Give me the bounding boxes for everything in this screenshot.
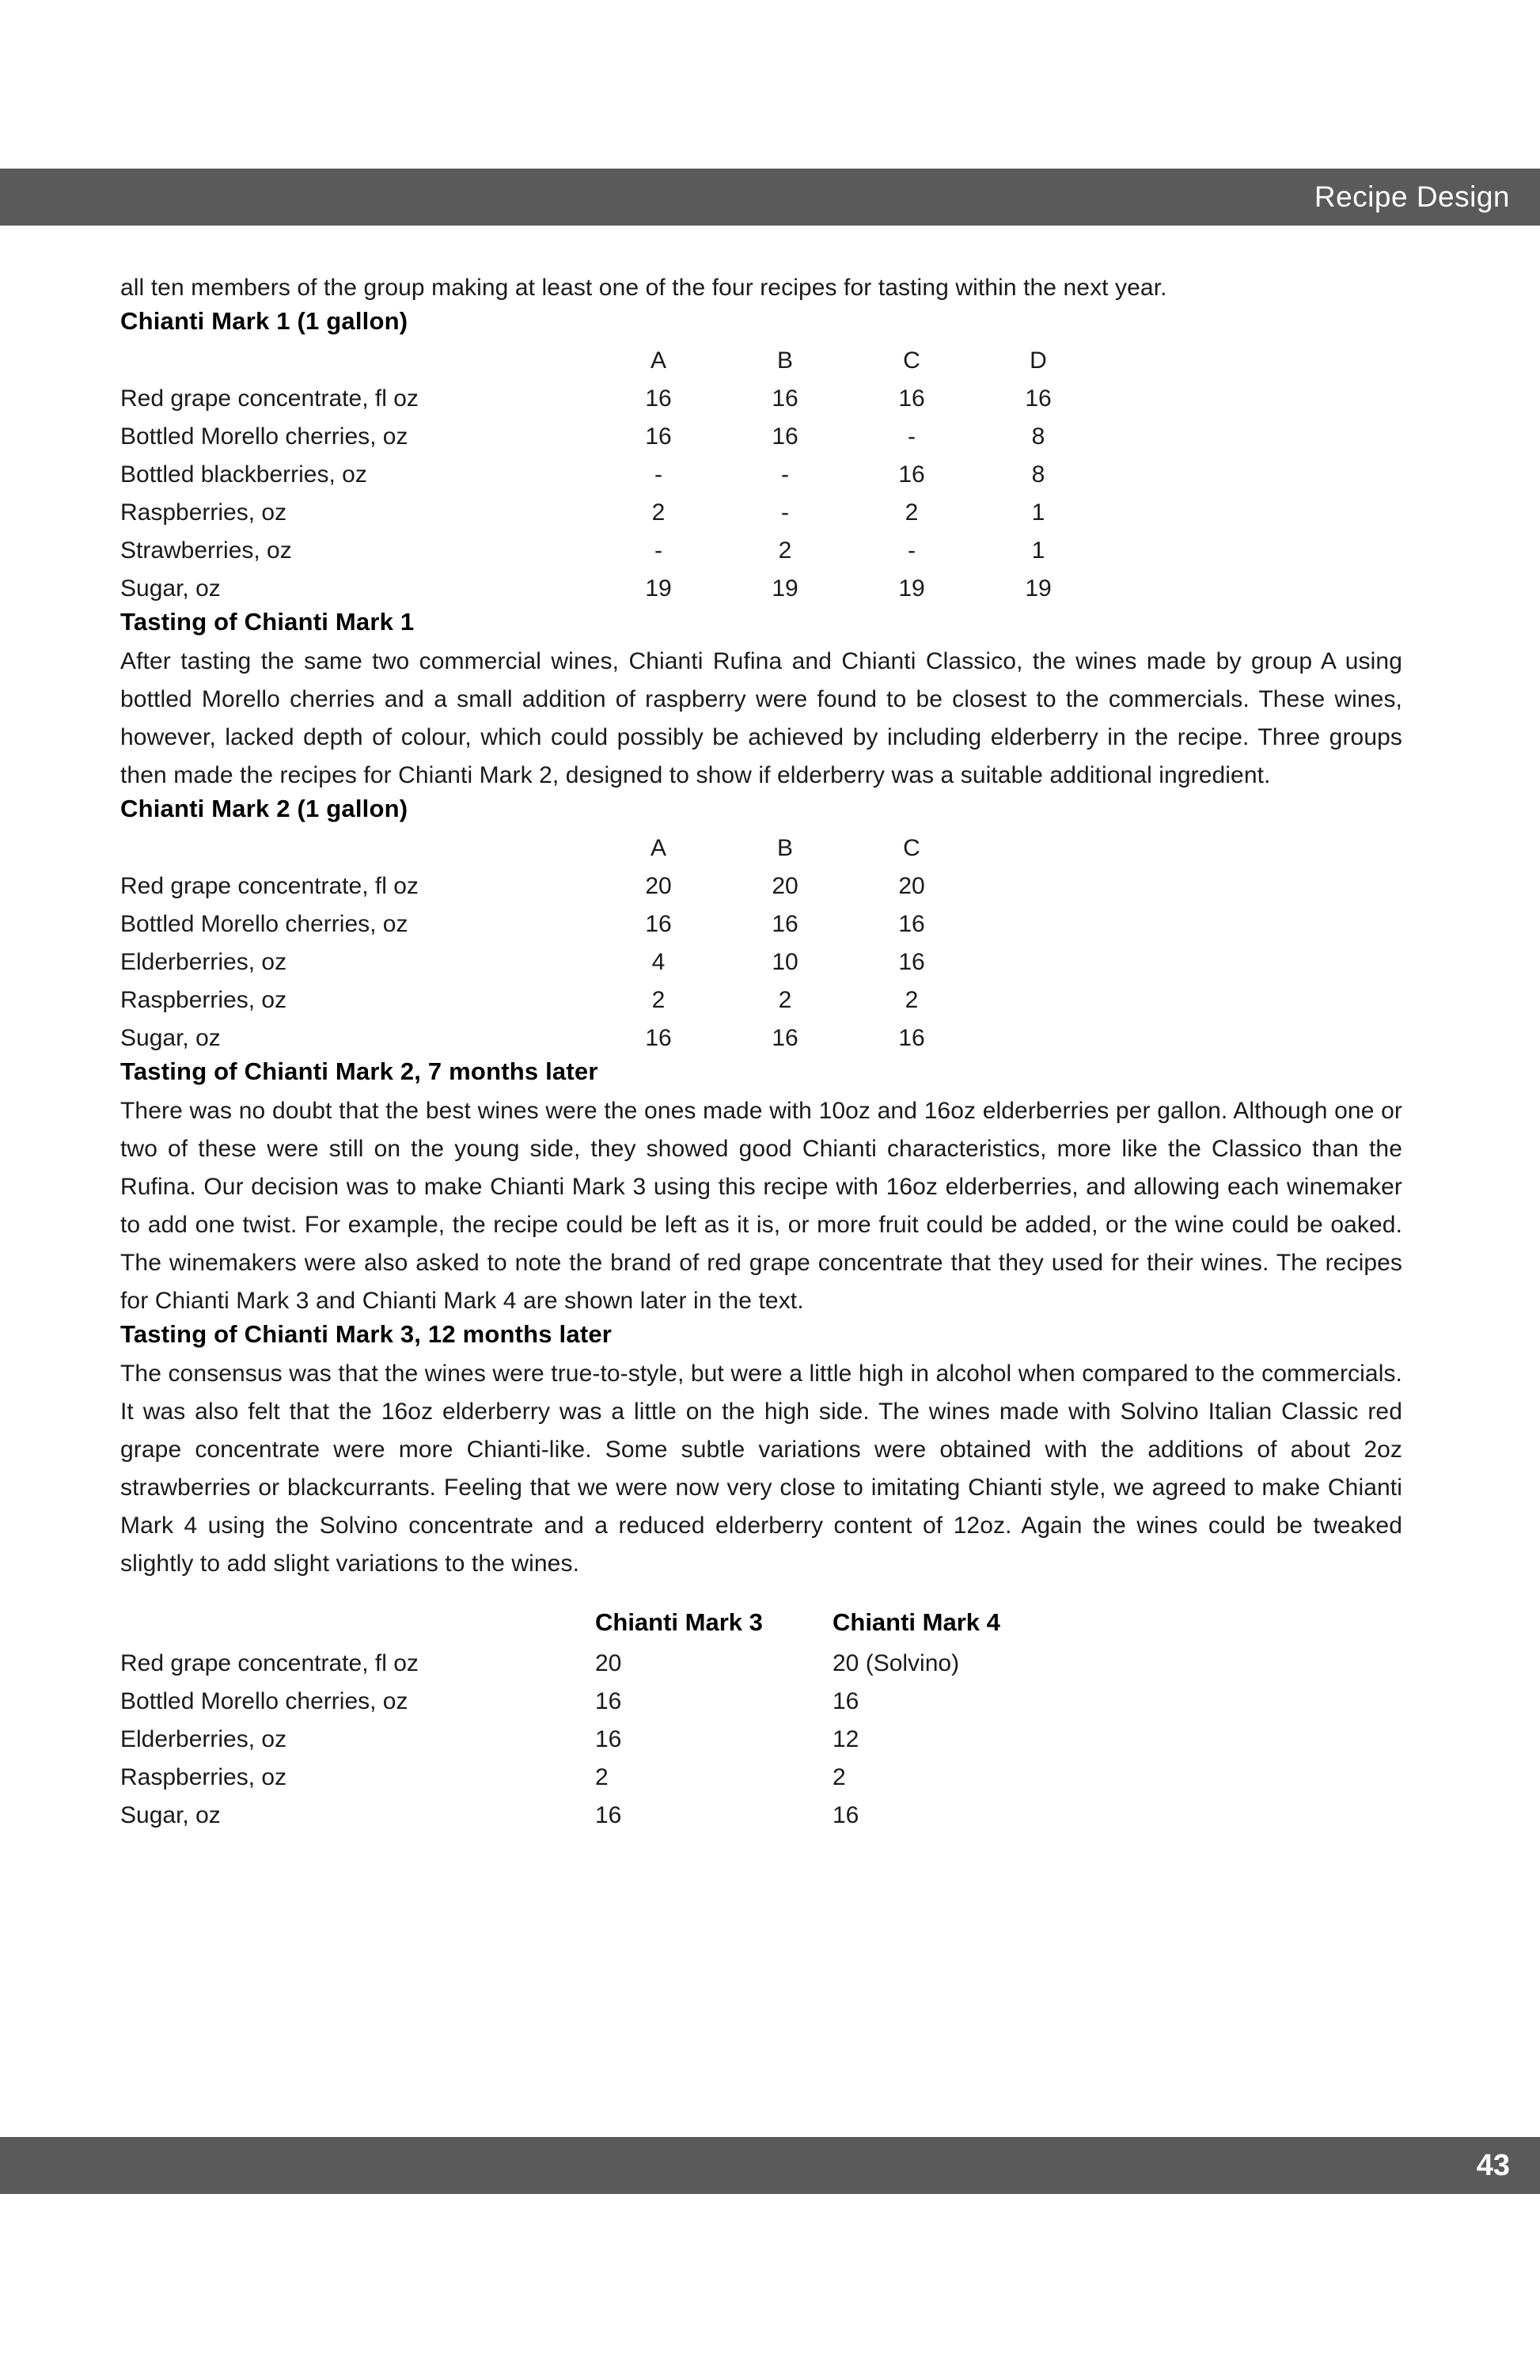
ingredient-label: Bottled Morello cherries, oz xyxy=(120,1688,408,1714)
value-cell: 16 xyxy=(772,423,798,450)
value-cell: 12 xyxy=(833,1726,859,1752)
value-cell: 20 xyxy=(772,873,798,899)
value-cell: 16 xyxy=(833,1688,859,1714)
table-row xyxy=(120,532,1102,570)
value-cell: 4 xyxy=(651,949,666,975)
table-row xyxy=(120,1721,1070,1759)
value-cell: 19 xyxy=(645,575,672,602)
intro-paragraph: all ten members of the group making at least one of the four recipes for tasting within the next year. xyxy=(120,275,1167,301)
ingredient-label: Sugar, oz xyxy=(120,575,221,602)
value-cell: 16 xyxy=(898,385,925,412)
value-cell: - xyxy=(781,499,789,526)
value-cell: 16 xyxy=(772,385,798,412)
value-cell: 10 xyxy=(772,949,798,975)
column-header-mark-4: Chianti Mark 4 xyxy=(833,1608,1000,1636)
column-header-d: D xyxy=(1030,347,1047,374)
value-cell: 16 xyxy=(595,1688,622,1714)
value-cell: 16 xyxy=(772,1025,798,1051)
table-row xyxy=(120,981,975,1019)
page-content xyxy=(120,269,1402,1835)
value-cell: 16 xyxy=(833,1802,859,1828)
value-cell: 20 xyxy=(898,873,925,899)
value-cell: 2 xyxy=(651,987,666,1013)
ingredient-label: Raspberries, oz xyxy=(120,987,287,1013)
tasting-mark-1-heading: Tasting of Chianti Mark 1 xyxy=(120,608,415,636)
ingredient-label: Raspberries, oz xyxy=(120,499,287,526)
ingredient-label: Sugar, oz xyxy=(120,1802,221,1828)
ingredient-label: Raspberries, oz xyxy=(120,1764,287,1790)
table-row xyxy=(120,1683,1070,1721)
ingredient-label: Red grape concentrate, fl oz xyxy=(120,873,419,899)
value-cell: 16 xyxy=(645,385,672,412)
value-cell: 20 xyxy=(645,873,672,899)
value-cell: - xyxy=(654,537,662,564)
value-cell: 2 xyxy=(905,987,919,1013)
ingredient-label: Bottled Morello cherries, oz xyxy=(120,423,408,450)
value-cell: 16 xyxy=(645,423,672,450)
table-row xyxy=(120,867,975,905)
value-cell: 16 xyxy=(898,461,925,488)
value-cell: 16 xyxy=(898,911,925,937)
value-cell: 19 xyxy=(898,575,925,602)
page-number: 43 xyxy=(1476,2148,1510,2182)
value-cell: 2 xyxy=(595,1764,609,1790)
table-row xyxy=(120,1645,1070,1683)
column-header-c: C xyxy=(903,835,920,861)
column-header-b: B xyxy=(776,347,793,374)
header-title: Recipe Design xyxy=(1314,180,1510,213)
value-cell: - xyxy=(908,423,916,450)
ingredient-label: Bottled blackberries, oz xyxy=(120,461,367,488)
table-header-row xyxy=(120,1604,1070,1645)
value-cell: 2 xyxy=(778,987,792,1013)
tasting-mark-3-paragraph: The consensus was that the wines were true-to-style, but were a little high in alcohol when compared to the commercials. It was also felt that the 16oz elderberry was a little on the high side. The wines made with Solvino Italian Classic red grape concentrate were more Chianti-like. Some subtle variations were obtained with the additions of about 2oz strawberries or blackcurrants. Feeling that we were now very close to imitating Chianti style, we agreed to make Chianti Mark 4 using the Solvino concentrate and a reduced elderberry content of 12oz. Again the wines could be tweaked slightly to add slight variations to the wines. xyxy=(120,1361,1402,1577)
table-row xyxy=(120,418,1102,456)
chianti-mark-3-4-table xyxy=(120,1604,1070,1835)
value-cell: 20 xyxy=(595,1650,622,1676)
table-row xyxy=(120,1797,1070,1835)
table-row xyxy=(120,1019,975,1057)
ingredient-label: Red grape concentrate, fl oz xyxy=(120,385,419,412)
page-footer-bar xyxy=(0,2137,1540,2194)
chianti-mark-2-table xyxy=(120,829,975,1057)
spacer xyxy=(120,1583,1402,1604)
chianti-mark-1-heading: Chianti Mark 1 (1 gallon) xyxy=(120,307,408,335)
value-cell: 8 xyxy=(1031,461,1045,488)
table-row xyxy=(120,1759,1070,1797)
value-cell: 16 xyxy=(645,911,672,937)
tasting-mark-1-paragraph: After tasting the same two commercial wines, Chianti Rufina and Chianti Classico, the wines made by group A using bottled Morello cherries and a small addition of raspberry were found to be closest to the commercials. These wines, however, lacked depth of colour, which could possibly be achieved by including elderberry in the recipe. Three groups then made the recipes for Chianti Mark 2, designed to show if elderberry was a suitable additional ingredient. xyxy=(120,648,1402,788)
ingredient-label: Red grape concentrate, fl oz xyxy=(120,1650,419,1676)
value-cell: 16 xyxy=(645,1025,672,1051)
value-cell: 2 xyxy=(651,499,666,526)
column-header-mark-3: Chianti Mark 3 xyxy=(595,1608,763,1636)
value-cell: 16 xyxy=(595,1802,622,1828)
value-cell: 16 xyxy=(898,1025,925,1051)
column-header-a: A xyxy=(650,347,666,374)
ingredient-header xyxy=(120,829,595,867)
column-header-a: A xyxy=(650,835,666,861)
table-header-row xyxy=(120,829,975,867)
tasting-mark-2-paragraph: There was no doubt that the best wines were the ones made with 10oz and 16oz elderberries per gallon. Although one or two of these were still on the young side, they showed good Chianti characteristics, more like the Classico than the Rufina. Our decision was to make Chianti Mark 3 using this recipe with 16oz elderberries, and allowing each winemaker to add one twist. For example, the recipe could be left as it is, or more fruit could be added, or the wine could be oaked. The winemakers were also asked to note the brand of red grape concentrate that they used for their wines. The recipes for Chianti Mark 3 and Chianti Mark 4 are shown later in the text. xyxy=(120,1098,1402,1314)
table-row xyxy=(120,380,1102,418)
table-row xyxy=(120,494,1102,532)
ingredient-label: Bottled Morello cherries, oz xyxy=(120,911,408,937)
table-row xyxy=(120,570,1102,608)
ingredient-header xyxy=(120,1604,595,1645)
ingredient-label: Sugar, oz xyxy=(120,1025,221,1051)
table-header-row xyxy=(120,342,1102,380)
value-cell: - xyxy=(908,537,916,564)
ingredient-label: Elderberries, oz xyxy=(120,949,287,975)
value-cell: 2 xyxy=(833,1764,846,1790)
value-cell: 2 xyxy=(905,499,919,526)
chianti-mark-1-table xyxy=(120,342,1102,608)
value-cell: 1 xyxy=(1031,499,1045,526)
value-cell: 19 xyxy=(772,575,798,602)
tasting-mark-3-heading: Tasting of Chianti Mark 3, 12 months later xyxy=(120,1320,613,1348)
value-cell: 16 xyxy=(898,949,925,975)
tasting-mark-2-heading: Tasting of Chianti Mark 2, 7 months later xyxy=(120,1057,598,1085)
value-cell: 8 xyxy=(1031,423,1045,450)
value-cell: - xyxy=(781,461,789,488)
table-row xyxy=(120,943,975,981)
ingredient-label: Strawberries, oz xyxy=(120,537,292,564)
value-cell: 1 xyxy=(1031,537,1045,564)
value-cell: 20 (Solvino) xyxy=(833,1650,960,1676)
column-header-b: B xyxy=(776,835,793,861)
column-header-c: C xyxy=(903,347,920,374)
table-row xyxy=(120,905,975,943)
table-row xyxy=(120,456,1102,494)
value-cell: 19 xyxy=(1025,575,1052,602)
page-header-bar xyxy=(0,169,1540,226)
value-cell: 16 xyxy=(1025,385,1052,412)
value-cell: 16 xyxy=(772,911,798,937)
value-cell: 2 xyxy=(778,537,792,564)
ingredient-header xyxy=(120,342,595,380)
value-cell: - xyxy=(654,461,662,488)
ingredient-label: Elderberries, oz xyxy=(120,1726,287,1752)
value-cell: 16 xyxy=(595,1726,622,1752)
chianti-mark-2-heading: Chianti Mark 2 (1 gallon) xyxy=(120,795,408,822)
